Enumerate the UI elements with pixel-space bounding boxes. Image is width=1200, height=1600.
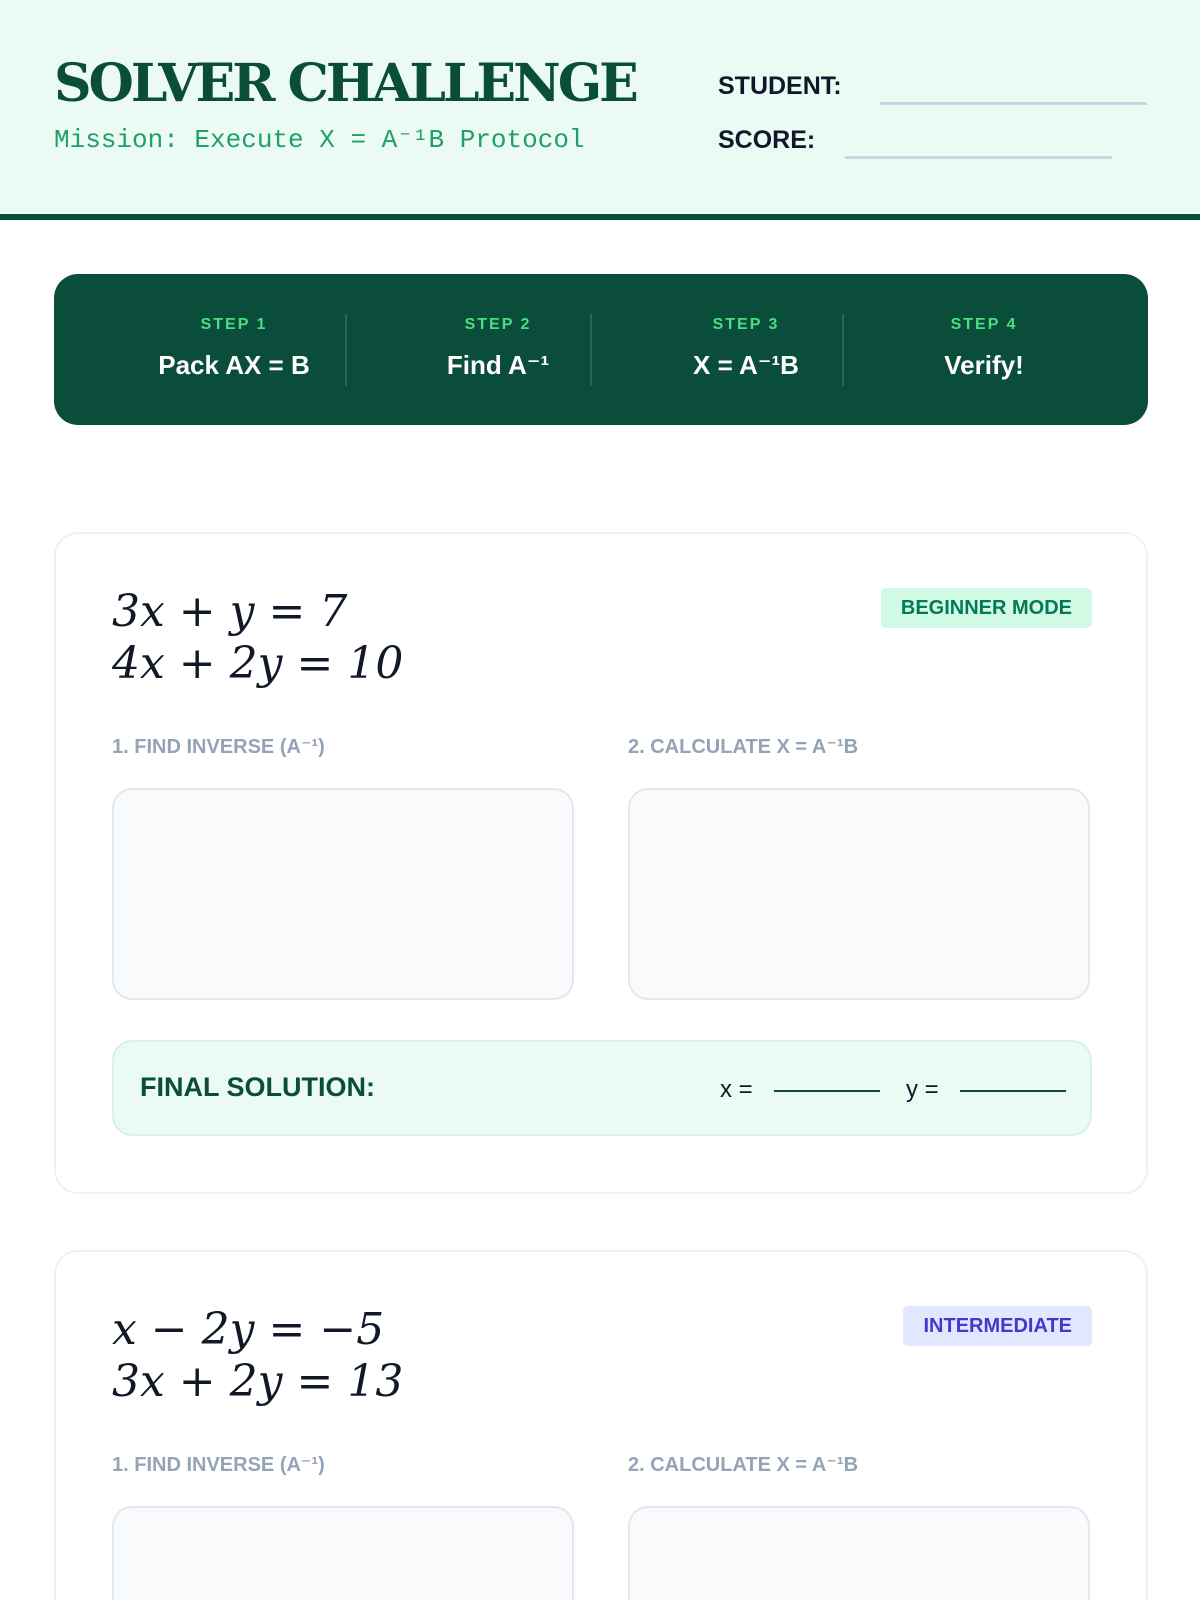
- problem-card-2: [54, 1250, 1148, 1600]
- y-answer-label: y =: [906, 1076, 939, 1103]
- equation-line-2: 3x + 2y = 13: [112, 1356, 404, 1407]
- step-title: Find A⁻¹: [446, 350, 550, 380]
- step-title: X = A⁻¹B: [693, 350, 799, 380]
- final-solution-label: FINAL SOLUTION:: [140, 1072, 375, 1102]
- inverse-section-label: 1. FIND INVERSE (A⁻¹): [112, 1454, 325, 1476]
- final-solution-box: [112, 1040, 1092, 1136]
- difficulty-badge: BEGINNER MODE: [881, 588, 1092, 628]
- student-label: STUDENT:: [718, 72, 842, 100]
- step-divider: [345, 314, 347, 386]
- mission-subtitle: Mission: Execute X = A⁻¹B Protocol: [54, 125, 585, 155]
- step-1: [134, 274, 334, 425]
- calculate-work-area[interactable]: [628, 788, 1090, 1000]
- step-2: [398, 274, 598, 425]
- step-divider: [842, 314, 844, 386]
- step-4: [884, 274, 1084, 425]
- step-number: STEP 2: [464, 316, 532, 333]
- step-number: STEP 4: [950, 316, 1018, 333]
- step-3: [646, 274, 846, 425]
- step-title: Pack AX = B: [158, 350, 310, 380]
- page-header: [0, 0, 1200, 220]
- calculate-section-label: 2. CALCULATE X = A⁻¹B: [628, 1454, 859, 1476]
- student-name-line[interactable]: [880, 102, 1147, 105]
- y-answer-line[interactable]: [960, 1090, 1066, 1092]
- difficulty-badge: INTERMEDIATE: [903, 1306, 1092, 1346]
- problem-card-1: [54, 532, 1148, 1194]
- step-title: Verify!: [944, 350, 1024, 380]
- x-answer-label: x =: [720, 1076, 753, 1103]
- inverse-work-area[interactable]: [112, 1506, 574, 1600]
- x-answer-line[interactable]: [774, 1090, 880, 1092]
- page-title: SOLVER CHALLENGE: [54, 53, 636, 114]
- steps-banner: [54, 274, 1148, 425]
- step-number: STEP 1: [200, 316, 268, 333]
- calculate-work-area[interactable]: [628, 1506, 1090, 1600]
- score-label: SCORE:: [718, 126, 816, 154]
- inverse-section-label: 1. FIND INVERSE (A⁻¹): [112, 736, 325, 758]
- inverse-work-area[interactable]: [112, 788, 574, 1000]
- equation-line-1: x − 2y = −5: [112, 1304, 385, 1355]
- step-divider: [590, 314, 592, 386]
- equation-line-2: 4x + 2y = 10: [112, 638, 404, 689]
- score-line[interactable]: [845, 156, 1112, 159]
- equation-line-1: 3x + y = 7: [112, 586, 348, 637]
- calculate-section-label: 2. CALCULATE X = A⁻¹B: [628, 736, 859, 758]
- step-number: STEP 3: [712, 316, 780, 333]
